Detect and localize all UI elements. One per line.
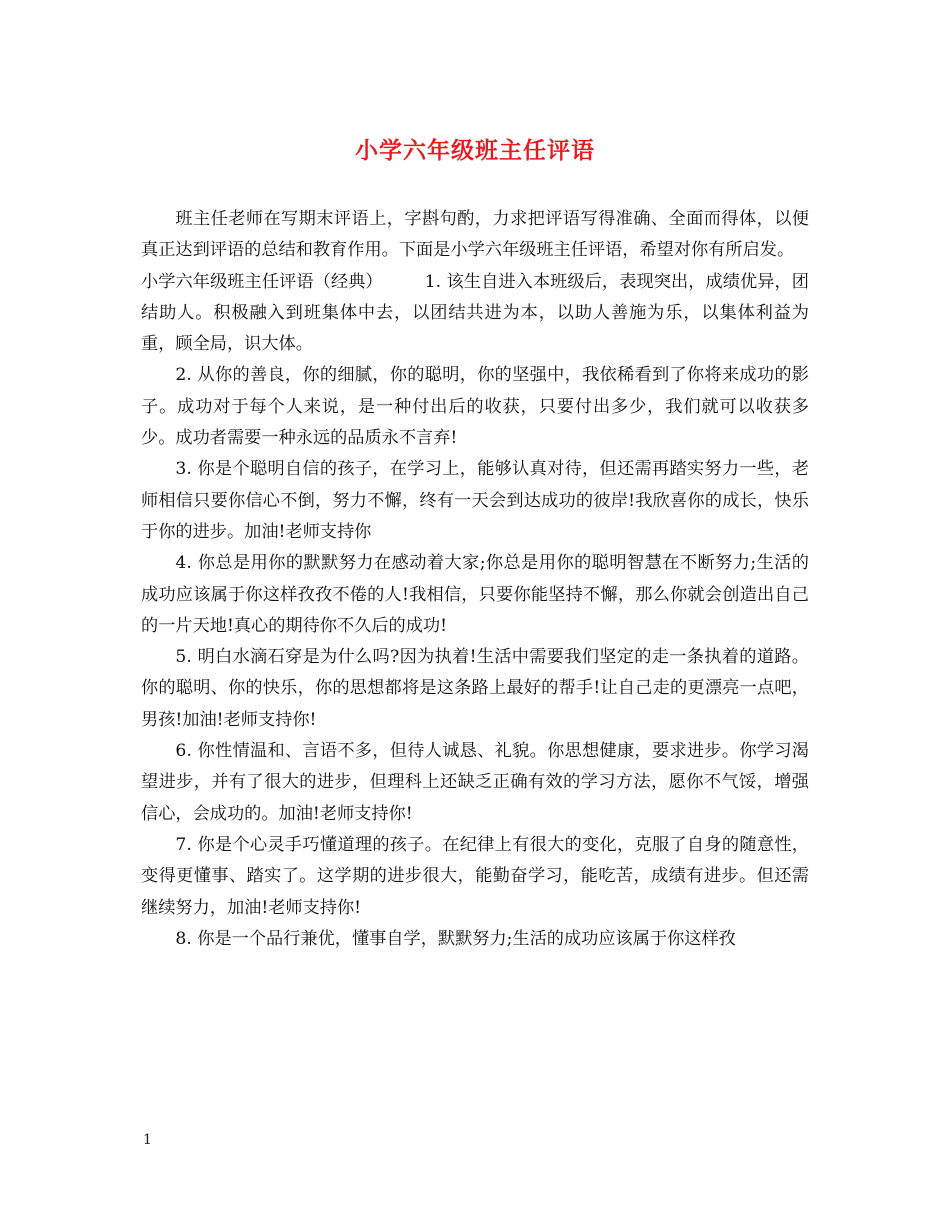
section-paragraph: [141, 267, 809, 361]
page-number: 1: [143, 1132, 152, 1148]
comment-item-1: 1. 该生自进入本班级后，表现突出，成绩优异，团结助人。积极融入到班集体中去，以团结共进为本，以助人善施为乐，以集体利益为重，顾全局，识大体。: [141, 271, 809, 355]
comment-item-6: 6. 你性情温和、言语不多，但待人诚恳、礼貌。你思想健康，要求进步。你学习渴望进步，并有了很大的进步，但理科上还缺乏正确有效的学习方法，愿你不气馁，增强信心，会成功的。加油!老师支持你!: [141, 741, 809, 824]
comment-item-7: 7. 你是个心灵手巧懂道理的孩子。在纪律上有很大的变化，克服了自身的随意性，变得更懂事、踏实了。这学期的进步很大，能勤奋学习，能吃苦，成绩有进步。但还需继续努力，加油!老师支持你!: [141, 834, 809, 918]
intro-paragraph: 班主任老师在写期末评语上，字斟句酌，力求把评语写得准确、全面而得体，以便真正达到评语的总结和教育作用。下面是小学六年级班主任评语，希望对你有所启发。: [141, 209, 809, 261]
comment-item-2: 2. 从你的善良，你的细腻，你的聪明，你的坚强中，我依稀看到了你将来成功的影子。成功对于每个人来说，是一种付出后的收获，只要付出多少，我们就可以收获多少。成功者需要一种永远的品质永不言弃!: [141, 365, 809, 449]
document-title: 小学六年级班主任评语: [355, 137, 595, 164]
section-heading: 小学六年级班主任评语（经典）: [141, 271, 383, 292]
comment-item-4: 4. 你总是用你的默默努力在感动着大家;你总是用你的聪明智慧在不断努力;生活的成功应该属于你这样孜孜不倦的人!我相信，只要你能坚持不懈，那么你就会创造出自己的一片天地!真心的期待你不久后的成功!: [141, 553, 809, 636]
comment-item-8: 8. 你是一个品行兼优，懂事自学，默默努力;生活的成功应该属于你这样孜: [175, 928, 736, 949]
document-body: [141, 204, 809, 955]
comment-item-5: 5. 明白水滴石穿是为什么吗?因为执着!生活中需要我们坚定的走一条执着的道路。你的聪明、你的快乐，你的思想都将是这条路上最好的帮手!让自己走的更漂亮一点吧，男孩!加油!老师支持你!: [141, 647, 809, 730]
comment-item-3: 3. 你是个聪明自信的孩子，在学习上，能够认真对待，但还需再踏实努力一些，老师相信只要你信心不倒，努力不懈，终有一天会到达成功的彼岸!我欣喜你的成长，快乐于你的进步。加油!老师支持你: [141, 459, 809, 542]
